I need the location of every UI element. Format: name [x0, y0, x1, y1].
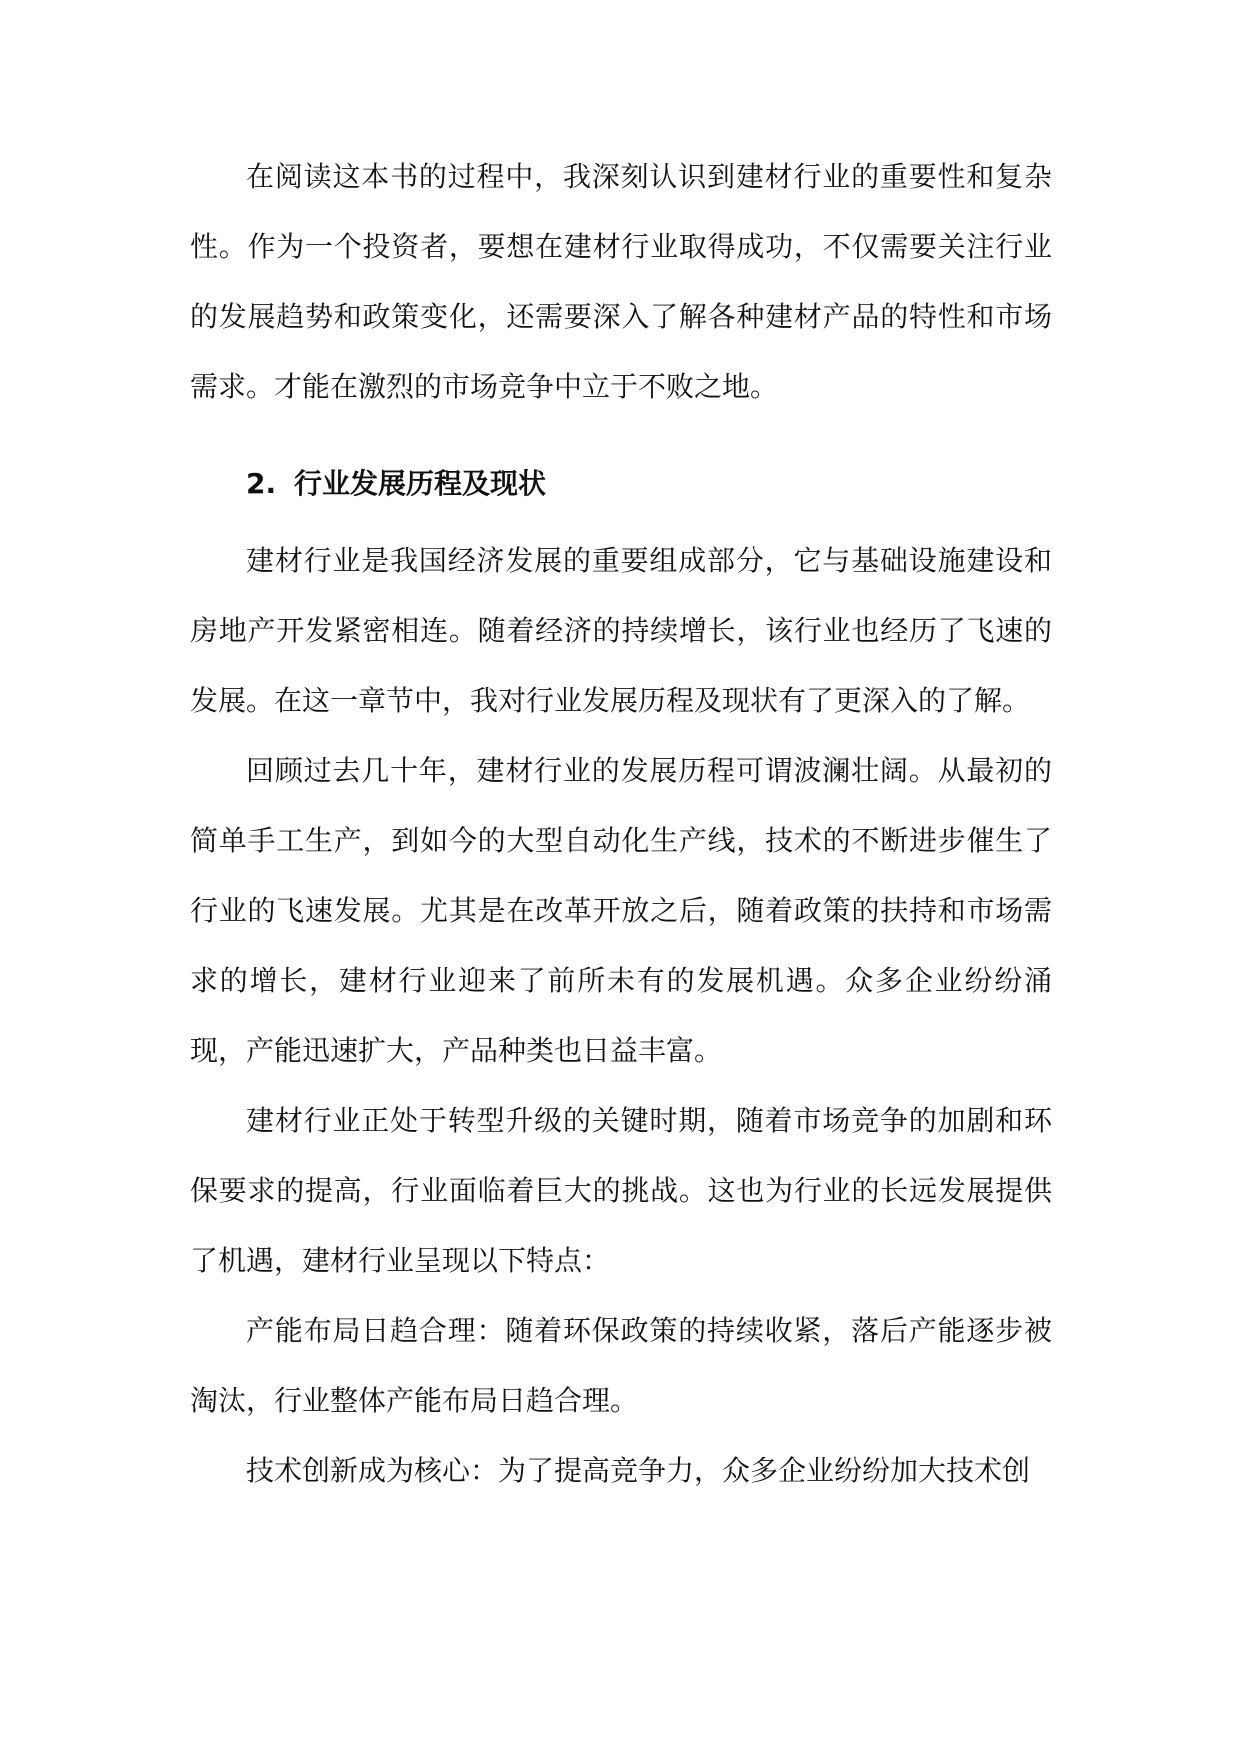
paragraph-history: 回顾过去几十年，建材行业的发展历程可谓波澜壮阔。从最初的简单手工生产，到如今的大型自动化生产线，技术的不断进步催生了行业的飞速发展。尤其是在改革开放之后，随着政策的扶持和市场需求的增长，建材行业迎来了前所未有的发展机遇。众多企业纷纷涌现，产能迅速扩大，产品种类也日益丰富。 [190, 754, 1052, 1067]
section-title: 行业发展历程及现状 [294, 467, 547, 500]
section-number: 2. [246, 467, 277, 500]
paragraph-industry-overview: 建材行业是我国经济发展的重要组成部分，它与基础设施建设和房地产开发紧密相连。随着经济的持续增长，该行业也经历了飞速的发展。在这一章节中，我对行业发展历程及现状有了更深入的了解。 [190, 544, 1052, 717]
paragraph-tech-innovation: 技术创新成为核心：为了提高竞争力，众多企业纷纷加大技术创 [246, 1454, 1031, 1487]
paragraph-capacity-layout: 产能布局日趋合理：随着环保政策的持续收紧，落后产能逐步被淘汰，行业整体产能布局日趋合理。 [190, 1314, 1052, 1417]
document-body [190, 142, 1052, 1506]
intro-paragraph: 在阅读这本书的过程中，我深刻认识到建材行业的重要性和复杂性。作为一个投资者，要想在建材行业取得成功，不仅需要关注行业的发展趋势和政策变化，还需要深入了解各种建材产品的特性和市场需求。才能在激烈的市场竞争中立于不败之地。 [190, 160, 1052, 403]
section-heading [190, 442, 1052, 526]
paragraph-transformation: 建材行业正处于转型升级的关键时期，随着市场竞争的加剧和环保要求的提高，行业面临着巨大的挑战。这也为行业的长远发展提供了机遇，建材行业呈现以下特点： [190, 1104, 1052, 1277]
